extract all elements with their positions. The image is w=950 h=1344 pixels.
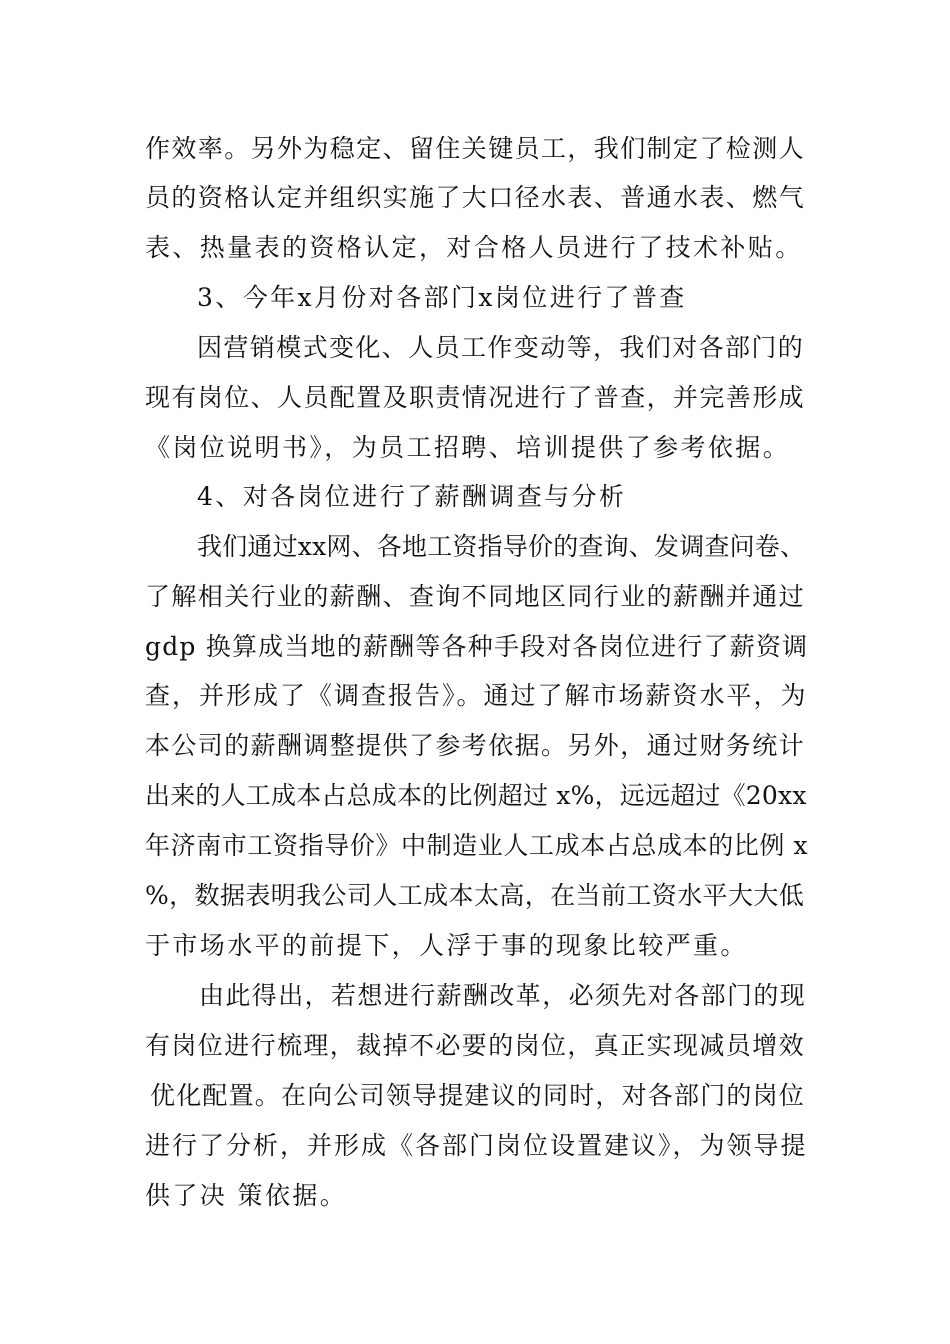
text-line-20: 优化配置。在向公司领导提建议的同时，对各部门的岗位	[150, 1081, 806, 1110]
text-line-6: 现有岗位、人员配置及职责情况进行了普查，并完善形成	[145, 383, 806, 412]
text-line-16: %，数据表明我公司人工成本太高，在当前工资水平大大低	[145, 881, 805, 910]
text-line-19: 有岗位进行梳理，裁掉不必要的岗位，真正实现减员增效	[145, 1031, 806, 1060]
text-line-3: 表、热量表的资格认定，对合格人员进行了技术补贴。	[145, 233, 803, 262]
text-line-2: 员的资格认定并组织实施了大口径水表、普通水表、燃气	[145, 183, 806, 212]
text-line-12: 查，并形成了《调查报告》。通过了解市场薪资水平，为	[145, 681, 808, 710]
text-line-18: 由此得出，若想进行薪酬改革，必须先对各部门的现	[199, 981, 807, 1010]
text-line-1: 作效率。另外为稳定、留住关键员工，我们制定了检测人	[145, 134, 806, 163]
text-line-9: 我们通过xx网、各地工资指导价的查询、发调查问卷、	[197, 532, 806, 561]
text-line-22: 供了决 策依据。	[145, 1181, 348, 1210]
text-line-5: 因营销模式变化、人员工作变动等，我们对各部门的	[197, 333, 805, 362]
section-heading-4: 4、对各岗位进行了薪酬调查与分析	[197, 482, 627, 511]
text-line-13: 本公司的薪酬调整提供了参考依据。另外，通过财务统计	[145, 731, 806, 760]
text-line-17: 于市场水平的前提下，人浮于事的现象比较严重。	[145, 931, 748, 960]
text-line-7: 《岗位说明书》，为员工招聘、培训提供了参考依据。	[145, 433, 791, 462]
text-line-11: gdp 换算成当地的薪酬等各种手段对各岗位进行了薪资调	[145, 632, 809, 661]
section-heading-3: 3、今年x月份对各部门x岗位进行了普查	[197, 283, 687, 312]
text-line-14: 出来的人工成本占总成本的比例超过 x%，远远超过《20xx	[145, 781, 807, 810]
text-line-10: 了解相关行业的薪酬、查询不同地区同行业的薪酬并通过	[145, 582, 806, 611]
text-line-21: 进行了分析，并形成《各部门岗位设置建议》，为领导提	[145, 1131, 808, 1160]
text-line-15: 年济南市工资指导价》中制造业人工成本占总成本的比例 x	[145, 831, 809, 860]
